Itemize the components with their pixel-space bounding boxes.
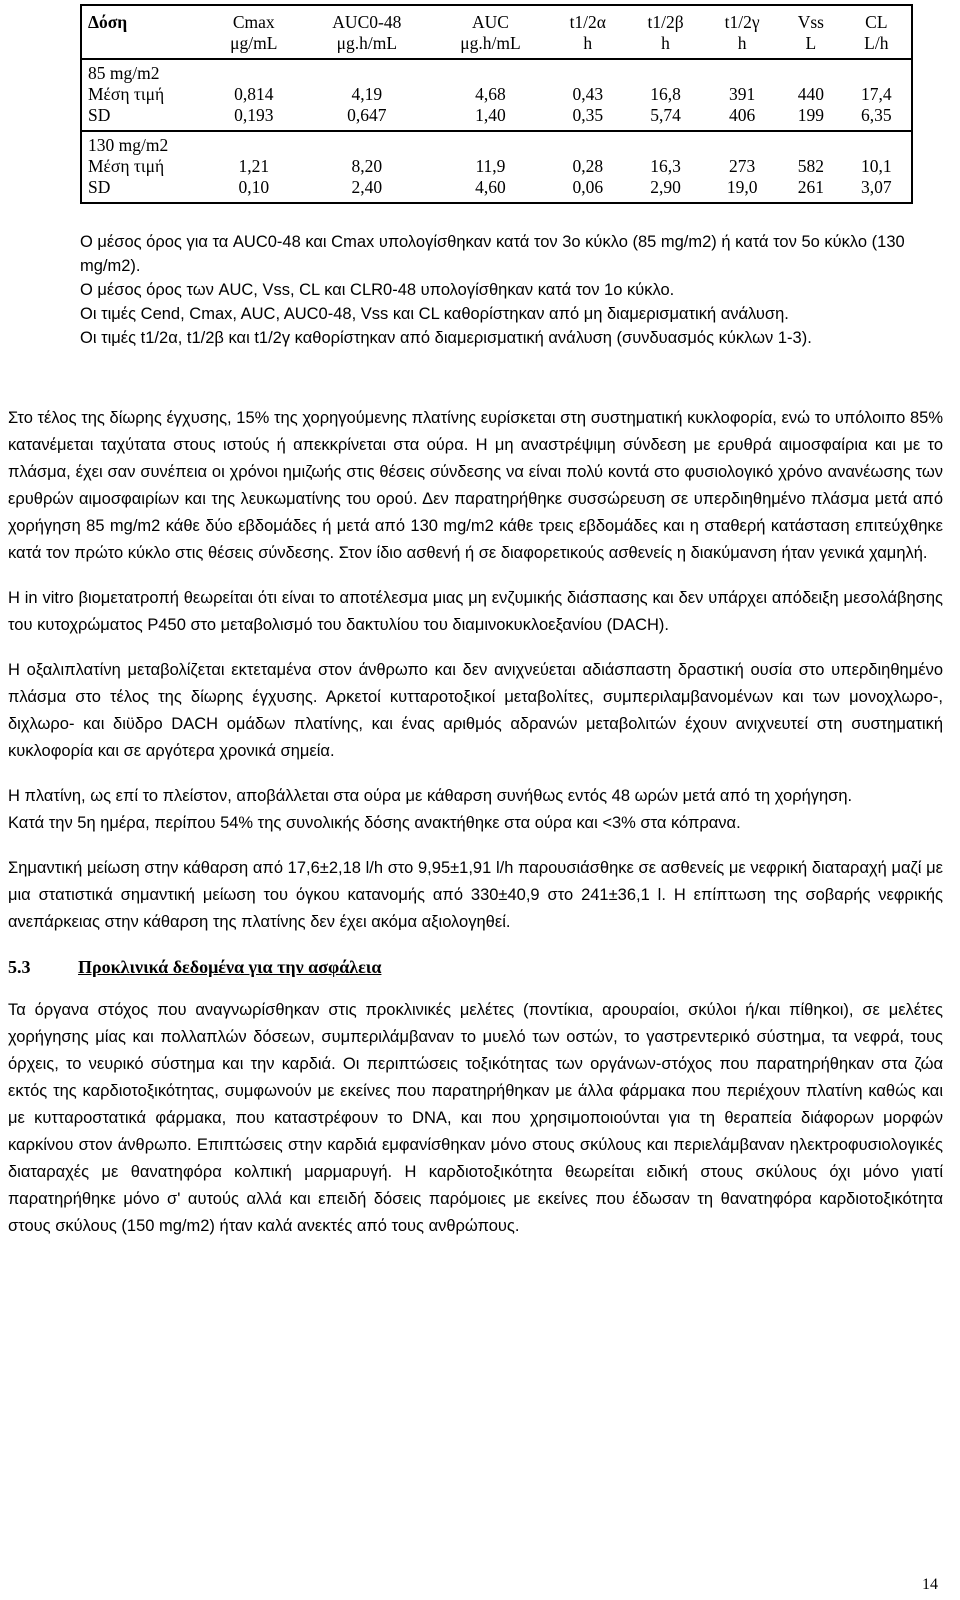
- footnote: Οι τιμές t1/2α, t1/2β και t1/2γ καθορίστηκαν από διαμερισματική ανάλυση (συνδυασμός κύκλων 1-3).: [80, 329, 812, 347]
- paragraph-distribution: Στο τέλος της δίωρης έγχυσης, 15% της χορηγούμενης πλατίνης ευρίσκεται στη συστηματική κυκλοφορία, ενώ το υπόλοιπο 85% κατανέμεται ταχύτατα στους ιστούς ή απεκκρίνεται στα ούρα. Η μη αναστρέψιμη σύνδεση με ερυθρά αιμοσφαίρια και με το πλάσμα, έχει σαν συνέπεια οι χρόνοι ημιζωής στις θέσεις σύνδεσης να είναι πολύ κοντά στο φυσιολογικό χρόνο ανανέωσης των ερυθρών αιμοσφαιρίων και της λευκωματίνης του ορού. Δεν παρατηρήθηκε συσσώρευση σε υπερδιηθημένο πλάσμα μετά από χορήγηση 85 mg/m2 κάθε δύο εβδομάδες ή μετά από 130 mg/m2 κάθε τρεις εβδομάδες και η σταθερή κατάσταση επιτεύχθηκε κατά τον πρώτο κύκλο στις θέσεις σύνδεσης. Στον ίδιο ασθενή ή σε διαφορετικούς ασθενείς η διακύμανση ήταν γενικά χαμηλή.: [8, 409, 943, 562]
- dose-label: 130 mg/m2: [81, 131, 912, 156]
- row-label: SD: [88, 105, 111, 125]
- table-cell: 391: [729, 84, 756, 104]
- table-cell: 5,74: [650, 105, 681, 125]
- section-title: Προκλινικά δεδομένα για την ασφάλεια: [78, 957, 382, 977]
- table-footnotes: [80, 230, 910, 350]
- footnote: Ο μέσος όρος των AUC, Vss, CL και CLR0-48 υπολογίσθηκαν κατά τον 1ο κύκλο.: [80, 281, 675, 299]
- paragraph-renal-impairment: Σημαντική μείωση στην κάθαρση από 17,6±2,18 l/h στο 9,95±1,91 l/h παρουσιάσθηκε σε ασθενείς με νεφρική διαταραχή μαζί με μια στατιστικά σημαντική μείωση του όγκου κατανομής από 330±40,9 στο 241±36,1 l. Η επίπτωση της σοβαρής νεφρικής ανεπάρκειας στην κάθαρση της πλατίνης δεν έχει ακόμα αξιολογηθεί.: [8, 859, 943, 931]
- table-cell: 4,68: [475, 84, 506, 104]
- paragraph-recovery: Κατά την 5η ημέρα, περίπου 54% της συνολικής δόσης ανακτήθηκε στα ούρα και <3% στα κόπρανα.: [8, 814, 741, 832]
- header-cell: t1/2β h: [627, 5, 705, 59]
- header-cell: CL L/h: [842, 5, 912, 59]
- body-text: [8, 405, 943, 1258]
- table-cell: 199: [797, 105, 824, 125]
- table-cell: 16,3: [650, 156, 681, 176]
- row-label: Μέση τιμή: [88, 84, 165, 104]
- table-cell: 4,19: [351, 84, 383, 104]
- header-cell: t1/2γ h: [704, 5, 780, 59]
- table-header-row: [81, 5, 912, 59]
- page-number: 14: [922, 1576, 938, 1593]
- table-cell: 406: [729, 105, 756, 125]
- table-cell: 1,40: [475, 105, 506, 125]
- header-cell: t1/2α h: [549, 5, 627, 59]
- pharmacokinetics-table: [80, 4, 913, 204]
- table-cell: 10,1: [861, 156, 892, 176]
- table-cell: 261: [797, 177, 824, 197]
- table-cell: 0,35: [572, 105, 604, 125]
- paragraph-biotransformation: Η in vitro βιομετατροπή θεωρείται ότι είναι το αποτέλεσμα μιας μη ενζυμικής διάσπασης και δεν υπάρχει απόδειξη μεσολάβησης του κυτοχρώματος P450 στο μεταβολισμό του δακτυλίου του διαμινοκυκλοεξανίου (DACH).: [8, 589, 943, 634]
- table-cell: 8,20: [351, 156, 383, 176]
- row-label: SD: [88, 177, 111, 197]
- header-cell: Δόση: [81, 5, 206, 59]
- table-cell: 0,06: [572, 177, 604, 197]
- table-cell: 11,9: [475, 156, 506, 176]
- dose-row: [81, 131, 912, 156]
- table-row: [81, 84, 912, 105]
- table-row: [81, 156, 912, 177]
- header-cell: Vss L: [780, 5, 842, 59]
- section-number: 5.3: [8, 957, 31, 977]
- table-cell: 0,10: [238, 177, 270, 197]
- table-cell: 0,43: [572, 84, 604, 104]
- header-cell: AUC μg.h/mL: [432, 5, 549, 59]
- dose-label: 85 mg/m2: [88, 63, 160, 83]
- dose-group-85: [81, 59, 912, 131]
- table-cell: 2,90: [650, 177, 681, 197]
- paragraph-metabolism: Η οξαλιπλατίνη μεταβολίζεται εκτεταμένα στον άνθρωπο και δεν ανιχνεύεται αδιάσπαστη δραστική ουσία στο υπερδιηθημένο πλάσμα στο τέλος της δίωρης έγχυσης. Αρκετοί κυτταροτοξικοί μεταβολίτες, συμπεριλαμβανομένων και των μονοχλωρο-, διχλωρο- και διϋδρο DACH ομάδων πλατίνης, και ένας αριθμός αδρανών μεταβολιτών έχουν ανιχνευτεί στη συστηματική κυκλοφορία και σε αργότερα χρονικά σημεία.: [8, 661, 943, 760]
- table-cell: 16,8: [650, 84, 681, 104]
- table-cell: 4,60: [475, 177, 506, 197]
- table-row: [81, 105, 912, 131]
- row-label: Μέση τιμή: [88, 156, 165, 176]
- paragraph-elimination: Η πλατίνη, ως επί το πλείστον, αποβάλλεται στα ούρα με κάθαρση συνήθως εντός 48 ωρών μετά από τη χορήγηση.: [8, 787, 853, 805]
- table-cell: 582: [797, 156, 824, 176]
- dose-row: [81, 59, 912, 84]
- header-cell: Cmax μg/mL: [206, 5, 302, 59]
- dose-group-130: [81, 131, 912, 203]
- section-heading: [8, 954, 943, 981]
- table-cell: 6,35: [861, 105, 892, 125]
- table-cell: 0,647: [347, 105, 387, 125]
- header-cell: AUC0-48 μg.h/mL: [302, 5, 433, 59]
- footnote: Ο μέσος όρος για τα AUC0-48 και Cmax υπολογίσθηκαν κατά τον 3ο κύκλο (85 mg/m2) ή κατά τον 5ο κύκλο (130 mg/m2).: [80, 233, 905, 275]
- table-cell: 0,28: [572, 156, 604, 176]
- table-cell: 440: [797, 84, 824, 104]
- table-row: [81, 177, 912, 203]
- table-cell: 3,07: [861, 177, 892, 197]
- table-cell: 19,0: [726, 177, 758, 197]
- table-cell: 17,4: [861, 84, 892, 104]
- table-cell: 273: [729, 156, 756, 176]
- table-cell: 0,193: [234, 105, 274, 125]
- table-cell: 1,21: [238, 156, 270, 176]
- table-cell: 2,40: [351, 177, 383, 197]
- table-cell: 0,814: [234, 84, 274, 104]
- footnote: Οι τιμές Cend, Cmax, AUC, AUC0-48, Vss και CL καθορίστηκαν από μη διαμερισματική ανάλυση.: [80, 305, 789, 323]
- paragraph-preclinical: Τα όργανα στόχος που αναγνωρίσθηκαν στις προκλινικές μελέτες (ποντίκια, αρουραίοι, σκύλοι ή/και πίθηκοι), σε μελέτες χορήγησης μίας και πολλαπλών δόσεων, συμπεριλάμβαναν το μυελό των οστών, το γαστρεντερικό σύστημα, τα νεφρά, τους όρχεις, το νευρικό σύστημα και την καρδιά. Οι περιπτώσεις τοξικότητας των οργάνων-στόχος που παρατηρήθηκαν στα ζώα εκτός της καρδιοτοξικότητας, συμφωνούν με εκείνες που παρατηρήθηκαν με άλλα φάρμακα που περιέχουν πλατίνη καθώς και με κυτταροστατικά φάρμακα, που καταστρέφουν το DNA, και που χρησιμοποιούνται για τη θεραπεία διάφορων μορφών καρκίνου στον άνθρωπο. Επιπτώσεις στην καρδιά εμφανίσθηκαν μόνο στους σκύλους και περιελάμβαναν ηλεκτροφυσιολογικές διαταραχές με θανατηφόρα κολπική μαρμαρυγή. Η καρδιοτοξικότητα θεωρείται ειδική στους σκύλους όχι μόνο γιατί παρατηρήθηκε μόνο σ' αυτούς αλλά και επειδή δόσεις παρόμοιες με εκείνες που έδωσαν τη θανατηφόρα καρδιοτοξικότητα στους σκύλους (150 mg/m2) ήταν καλά ανεκτές από τους ανθρώπους.: [8, 1001, 943, 1235]
